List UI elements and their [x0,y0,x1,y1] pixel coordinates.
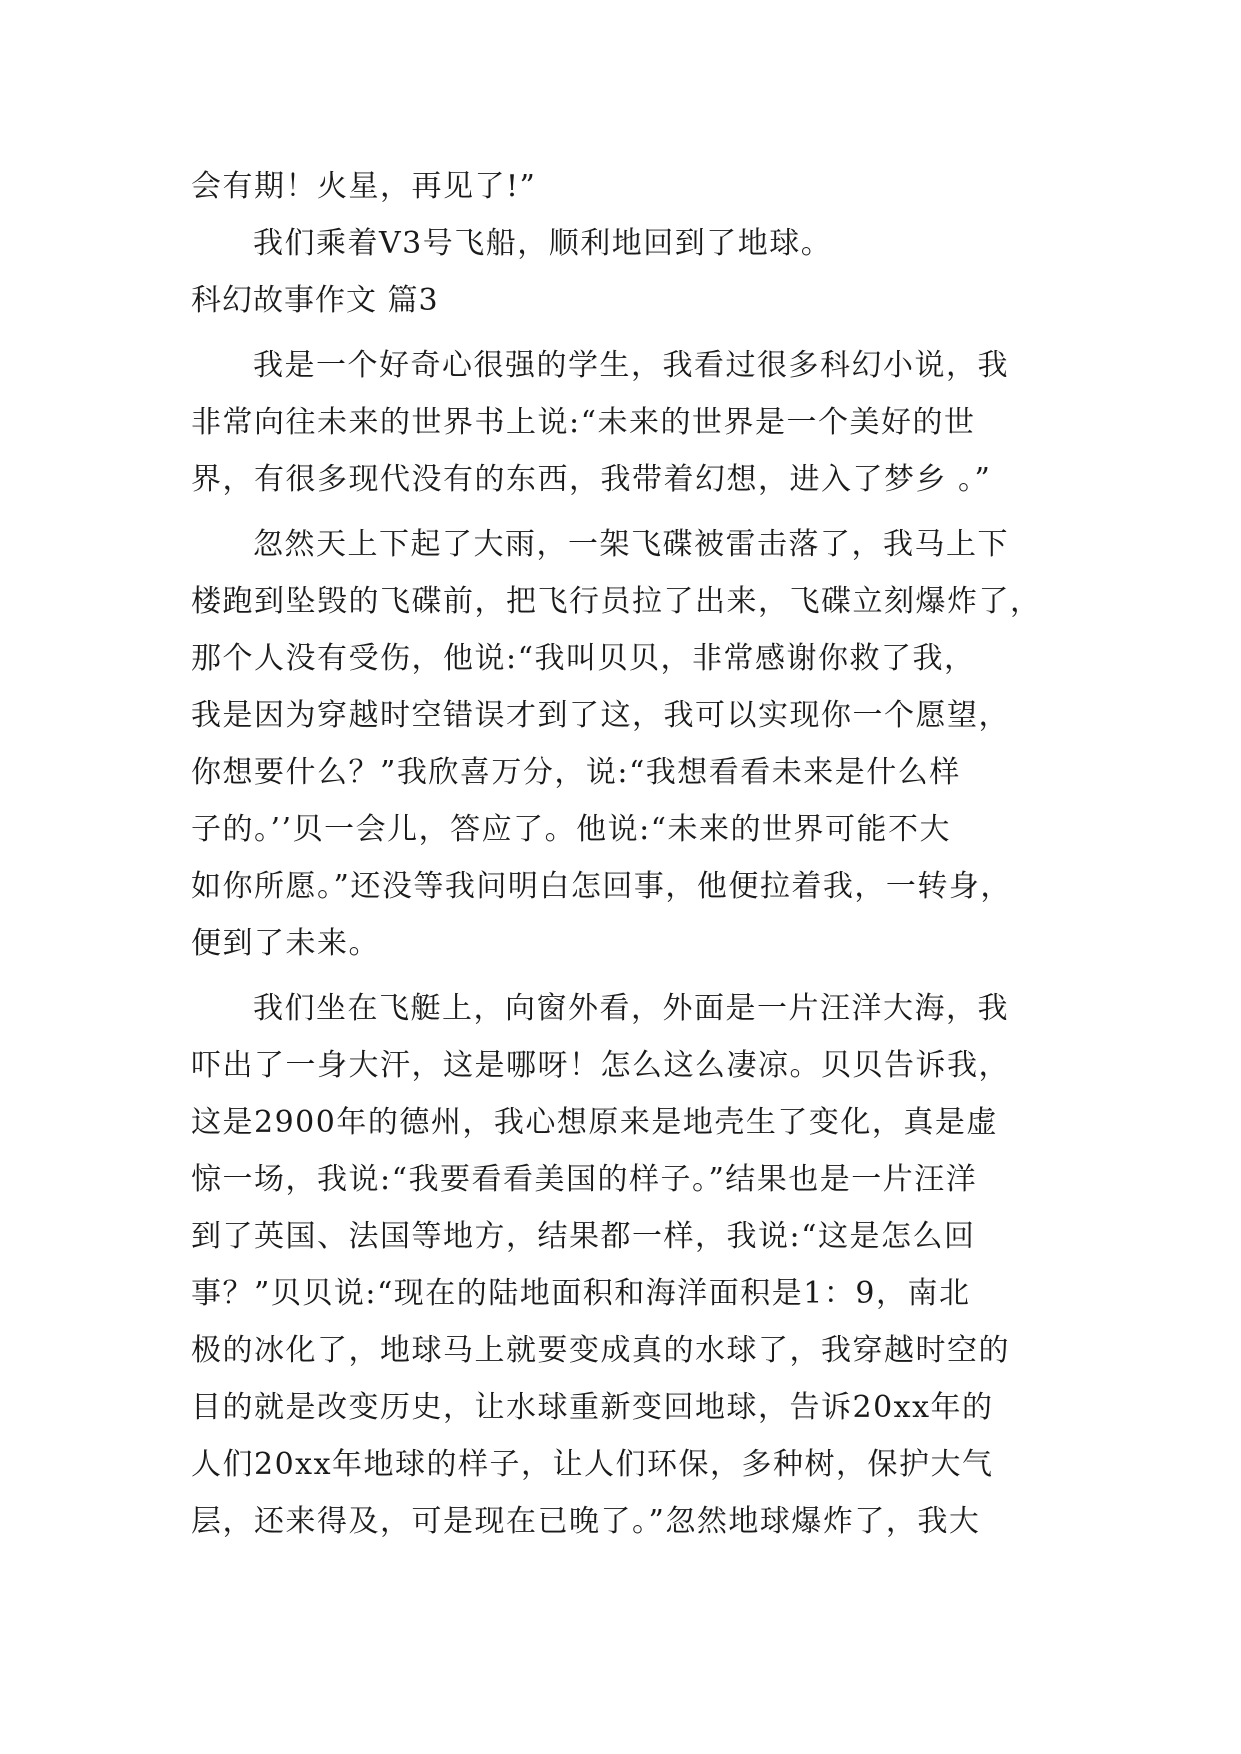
paragraph-line: 楼跑到坠毁的飞碟前，把飞行员拉了出来，飞碟立刻爆炸了， [191,584,1042,619]
paragraph-line: 忽然天上下起了大雨，一架飞碟被雷击落了，我马上下 [253,527,1009,562]
paragraph-line: 层，还来得及，可是现在已晚了。”忽然地球爆炸了，我大 [191,1504,981,1539]
paragraph-line: 我是因为穿越时空错误才到了这，我可以实现你一个愿望， [191,698,1010,733]
paragraph-line: 惊一场，我说:“我要看看美国的样子。”结果也是一片汪洋 [191,1162,978,1197]
paragraph-line: 事？”贝贝说:“现在的陆地面积和海洋面积是1：9，南北 [191,1276,971,1311]
paragraph-line: 子的。’’贝一会儿，答应了。他说:“未来的世界可能不大 [191,812,952,847]
paragraph-line: 到了英国、法国等地方，结果都一样，我说:“这是怎么回 [191,1219,976,1254]
paragraph-line: 极的冰化了，地球马上就要变成真的水球了，我穿越时空的 [191,1333,1010,1368]
paragraph-line: 非常向往未来的世界书上说:“未来的世界是一个美好的世 [191,405,976,440]
paragraph-line: 我们坐在飞艇上，向窗外看，外面是一片汪洋大海，我 [253,991,1009,1026]
paragraph-line: 那个人没有受伤，他说:“我叫贝贝，非常感谢你救了我， [191,641,976,676]
paragraph-line: 这是2900年的德州，我心想原来是地壳生了变化，真是虚 [191,1105,998,1140]
section-heading: 科幻故事作文 篇3 [191,283,439,318]
paragraph-line: 你想要什么？”我欣喜万分，说:“我想看看未来是什么样 [191,755,961,790]
paragraph-line: 我们乘着V3号飞船，顺利地回到了地球。 [253,226,833,261]
paragraph-line: 会有期！火星，再见了!” [191,169,537,204]
paragraph-line: 界，有很多现代没有的东西，我带着幻想，进入了梦乡 。” [191,462,992,497]
paragraph-line: 便到了未来。 [191,926,380,961]
paragraph-line: 如你所愿。”还没等我问明白怎回事，他便拉着我，一转身， [191,869,1012,904]
paragraph-line: 目的就是改变历史，让水球重新变回地球，告诉20xx年的 [191,1390,994,1425]
paragraph-line: 吓出了一身大汗，这是哪呀！怎么这么凄凉。贝贝告诉我， [191,1048,1010,1083]
article-body [191,158,1051,1550]
paragraph-line: 人们20xx年地球的样子，让人们环保，多种树，保护大气 [191,1447,994,1482]
paragraph-line: 我是一个好奇心很强的学生，我看过很多科幻小说，我 [253,348,1009,383]
